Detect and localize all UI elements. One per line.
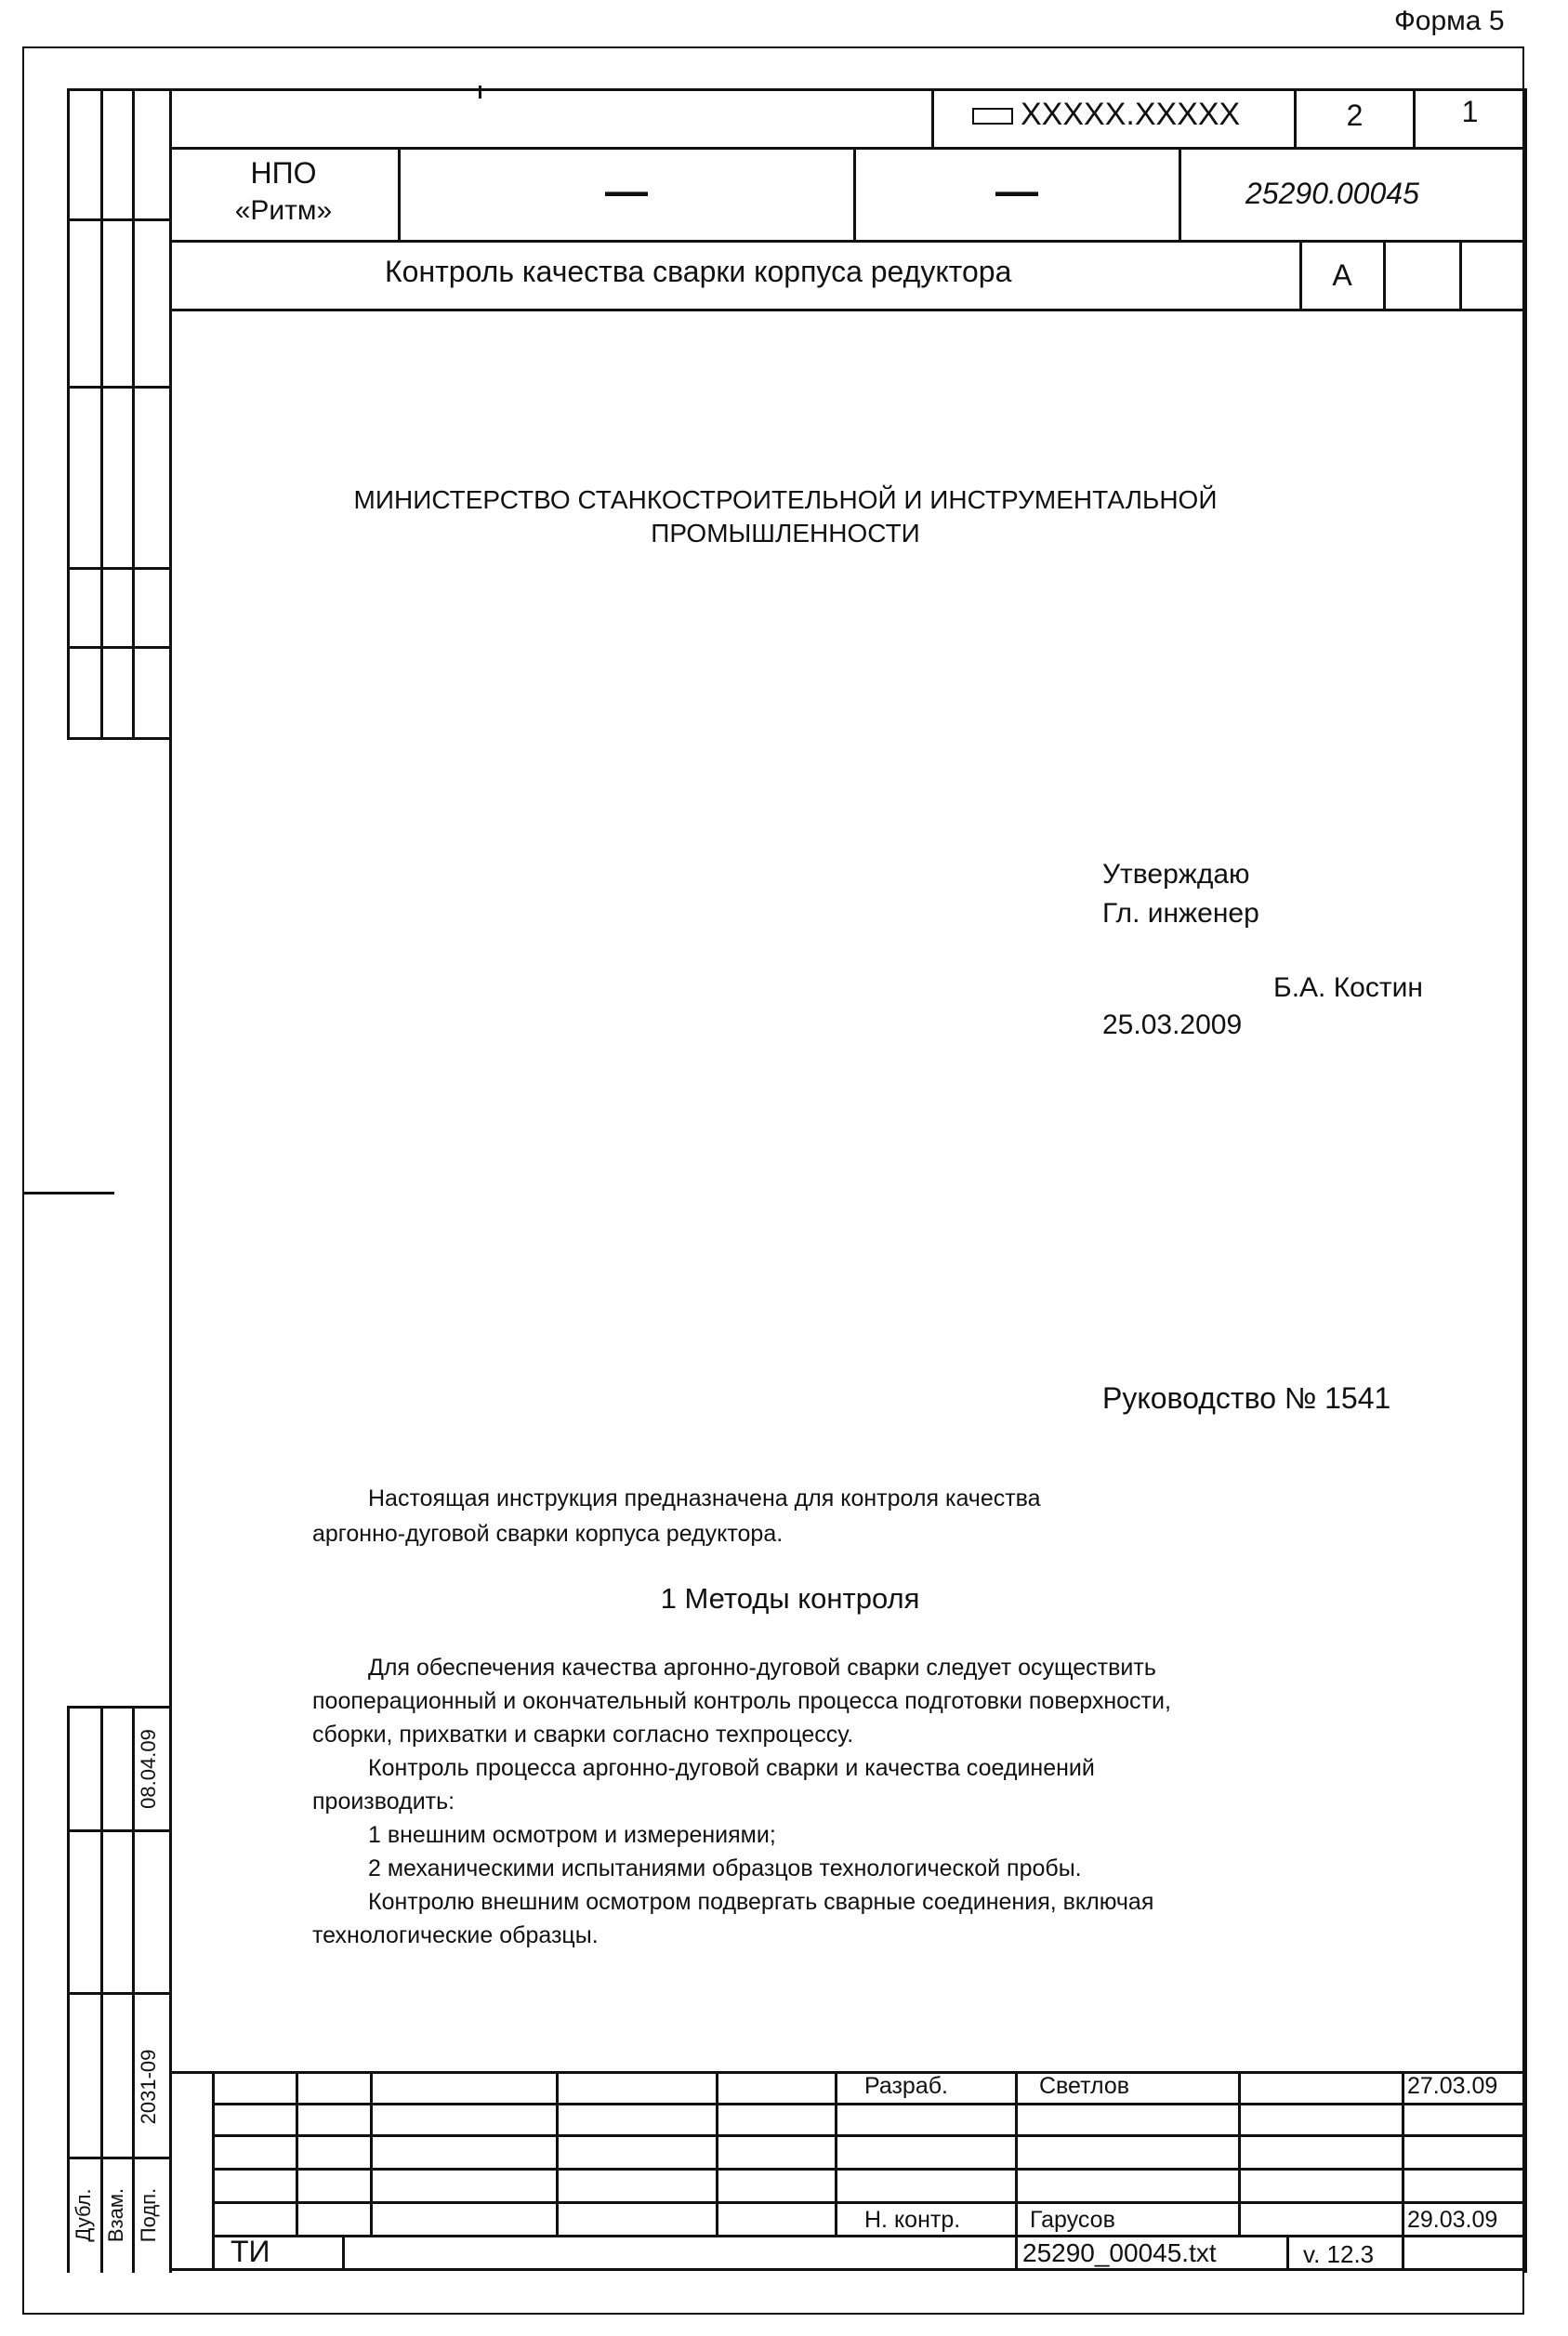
nkontr-name: Гарусов — [1030, 2207, 1115, 2233]
razrab-date: 27.03.09 — [1407, 2073, 1498, 2099]
section1-line: сборки, прихватки и сварки согласно техпроцессу. — [312, 1722, 854, 1748]
header-dash-1: — — [605, 166, 648, 215]
sidebar-label-vzam: Взам. — [104, 2187, 127, 2243]
approval-name: Б.А. Костин — [1273, 972, 1423, 1003]
section1-line: производить: — [312, 1788, 455, 1815]
sheet-number: 1 — [1461, 95, 1479, 128]
doc-title: Контроль качества сварки корпуса редуктора — [385, 255, 1012, 288]
header-tick — [479, 86, 481, 99]
section1-line: 1 внешним осмотром и измерениями; — [368, 1822, 776, 1848]
section1-line: Для обеспечения качества аргонно-дуговой сварки следует осуществить — [368, 1655, 1156, 1681]
ministry-line2: ПРОМЫШЛЕННОСТИ — [651, 519, 920, 548]
approval-position: Гл. инженер — [1102, 898, 1259, 929]
sidebar-date-top: 08.04.09 — [137, 1729, 160, 1809]
page-frame — [22, 46, 1524, 2315]
sidebar-label-podp: Подп. — [137, 2187, 160, 2243]
form-label: Форма 5 — [1394, 6, 1505, 36]
doc-code-box-icon — [972, 108, 1013, 125]
doc-number: 25290.00045 — [1245, 177, 1419, 210]
header-dash-2: — — [995, 166, 1038, 215]
sidebar-label-dubl: Дубл. — [72, 2188, 95, 2242]
sidebar-date-bottom: 2031-09 — [137, 2049, 160, 2125]
guide-number: Руководство № 1541 — [1102, 1381, 1391, 1415]
version: v. 12.3 — [1303, 2240, 1375, 2268]
ministry-line1: МИНИСТЕРСТВО СТАНКОСТРОИТЕЛЬНОЙ И ИНСТРУМЕНТАЛЬНОЙ — [353, 485, 1218, 514]
intro-line2: аргонно-дуговой сварки корпуса редуктора. — [312, 1521, 784, 1547]
nkontr-label: Н. контр. — [864, 2207, 961, 2233]
section1-title: 1 Методы контроля — [660, 1582, 920, 1615]
sheets-total: 2 — [1346, 99, 1364, 132]
section1-line: пооперационный и окончательный контроль процесса подготовки поверхности, — [312, 1688, 1171, 1714]
sidebar-dash — [23, 1192, 114, 1194]
doc-letter: А — [1332, 258, 1352, 292]
section1-line: технологические образцы. — [312, 1922, 599, 1948]
doc-code: XXXXX.XXXXX — [1021, 97, 1241, 132]
org-name-line1: НПО — [250, 156, 317, 190]
section1-line: 2 механическими испытаниями образцов технологической пробы. — [368, 1855, 1082, 1881]
approval-approve: Утверждаю — [1102, 859, 1250, 890]
razrab-label: Разраб. — [864, 2073, 949, 2099]
section1-line: Контроль процесса аргонно-дуговой сварки и качества соединений — [368, 1755, 1095, 1781]
file-name: 25290_00045.txt — [1022, 2238, 1217, 2267]
approval-date: 25.03.2009 — [1102, 1010, 1243, 1040]
doc-type: ТИ — [231, 2235, 270, 2268]
nkontr-date: 29.03.09 — [1407, 2207, 1498, 2233]
section1-line: Контролю внешним осмотром подвергать сварные соединения, включая — [368, 1889, 1154, 1915]
org-name-line2: «Ритм» — [234, 195, 333, 226]
razrab-name: Светлов — [1039, 2073, 1130, 2099]
intro-line1: Настоящая инструкция предназначена для контроля качества — [368, 1485, 1041, 1511]
